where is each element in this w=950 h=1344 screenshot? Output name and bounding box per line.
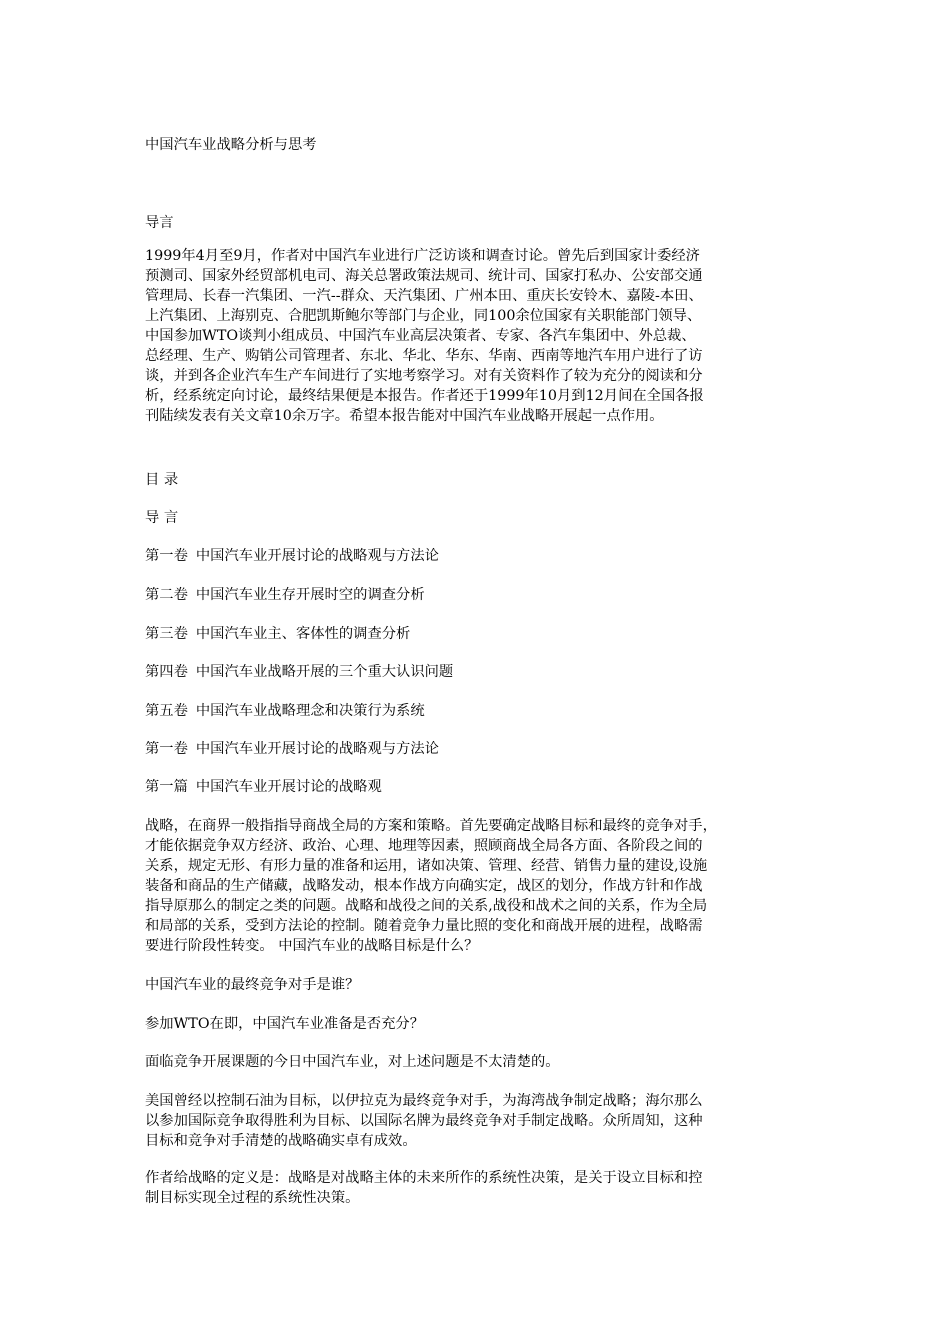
paragraph-line: 才能依据竞争双方经济、政治、心理、地理等因素，照顾商战全局各方面、各阶段之间的 <box>145 838 703 854</box>
document-title: 中国汽车业战略分析与思考 <box>145 137 317 153</box>
intro-line: 中国参加WTO谈判小组成员、中国汽车业高层决策者、专家、各汽车集团中、外总裁、 <box>145 328 696 344</box>
statement-line: 面临竞争开展课题的今日中国汽车业，对上述问题是不太清楚的。 <box>145 1054 560 1070</box>
toc-item <box>145 624 410 644</box>
paragraph-line: 战略，在商界一般指指导商战全局的方案和策略。首先要确定战略目标和最终的竞争对手， <box>145 818 717 834</box>
toc-item <box>145 662 453 682</box>
toc-item-text: 中国汽车业开展讨论的战略观与方法论 <box>195 741 439 757</box>
toc-item-number: 第四卷 <box>145 664 188 680</box>
paragraph-line: 关系，规定无形、有形力量的准备和运用，诸如决策、管理、经营、销售力量的建设,设施 <box>145 858 708 874</box>
toc-item-text: 中国汽车业战略开展的三个重大认识问题 <box>195 664 454 680</box>
toc-item-text: 中国汽车业开展讨论的战略观 <box>195 779 382 795</box>
intro-line: 上汽集团、上海别克、合肥凯斯鲍尔等部门与企业，同100余位国家有关职能部门领导、 <box>145 308 702 324</box>
toc-item <box>145 585 425 605</box>
toc-item-number: 第五卷 <box>145 703 188 719</box>
intro-paragraph <box>145 246 821 426</box>
toc-item <box>145 777 382 797</box>
toc-item <box>145 546 439 566</box>
intro-line: 谈，并到各企业汽车生产车间进行了实地考察学习。对有关资料作了较为充分的阅读和分 <box>145 368 703 384</box>
paragraph-line: 美国曾经以控制石油为目标，以伊拉克为最终竞争对手，为海湾战争制定战略；海尔那么 <box>145 1093 703 1109</box>
intro-line: 预测司、国家外经贸部机电司、海关总署政策法规司、统计司、国家打私办、公安部交通 <box>145 268 703 284</box>
toc-heading: 目 录 <box>145 472 179 488</box>
question-line: 中国汽车业的最终竞争对手是谁？ <box>145 977 360 993</box>
strategy-paragraph <box>145 816 821 956</box>
paragraph-line: 作者给战略的定义是：战略是对战略主体的未来所作的系统性决策，是关于设立目标和控 <box>145 1170 703 1186</box>
intro-line: 1999年4月至9月，作者对中国汽车业进行广泛访谈和调查讨论。曾先后到国家计委经济 <box>145 248 700 264</box>
toc-intro: 导 言 <box>145 510 179 526</box>
paragraph-line: 指导原那么的制定之类的问题。战略和战役之间的关系,战役和战术之间的关系，作为全局 <box>145 898 708 914</box>
paragraph-line: 以参加国际竞争取得胜利为目标、以国际名牌为最终竞争对手制定战略。众所周知，这种 <box>145 1113 703 1129</box>
intro-line: 刊陆续发表有关文章10余万字。希望本报告能对中国汽车业战略开展起一点作用。 <box>145 408 664 424</box>
definition-paragraph <box>145 1168 821 1208</box>
paragraph-line: 要进行阶段性转变。 中国汽车业的战略目标是什么？ <box>145 938 479 954</box>
toc-item-number: 第二卷 <box>145 587 188 603</box>
toc-item-number: 第三卷 <box>145 626 188 642</box>
toc-item-number: 第一篇 <box>145 779 188 795</box>
paragraph-line: 目标和竞争对手清楚的战略确实卓有成效。 <box>145 1133 417 1149</box>
toc-item-text: 中国汽车业生存开展时空的调查分析 <box>195 587 425 603</box>
toc-item <box>145 739 439 759</box>
intro-line: 析，经系统定向讨论，最终结果便是本报告。作者还于1999年10月到12月间在全国各报 <box>145 388 704 404</box>
intro-line: 管理局、长春一汽集团、一汽--群众、天汽集团、广州本田、重庆长安铃木、嘉陵-本田、 <box>145 288 703 304</box>
paragraph-line: 制目标实现全过程的系统性决策。 <box>145 1190 360 1206</box>
toc-item-text: 中国汽车业主、客体性的调查分析 <box>195 626 411 642</box>
toc-item-number: 第一卷 <box>145 741 188 757</box>
paragraph-line: 和局部的关系，受到方法论的控制。随着竞争力量比照的变化和商战开展的进程，战略需 <box>145 918 703 934</box>
paragraph-line: 装备和商品的生产储藏，战略发动，根本作战方向确实定，战区的划分，作战方针和作战 <box>145 878 703 894</box>
toc-item-number: 第一卷 <box>145 548 188 564</box>
toc-item-text: 中国汽车业战略理念和决策行为系统 <box>195 703 425 719</box>
intro-line: 总经理、生产、购销公司管理者、东北、华北、华东、华南、西南等地汽车用户进行了访 <box>145 348 703 364</box>
question-line: 参加WTO在即，中国汽车业准备是否充分？ <box>145 1016 424 1032</box>
intro-heading: 导言 <box>145 215 174 231</box>
toc-item-text: 中国汽车业开展讨论的战略观与方法论 <box>195 548 439 564</box>
example-paragraph <box>145 1091 821 1151</box>
toc-item <box>145 701 425 721</box>
